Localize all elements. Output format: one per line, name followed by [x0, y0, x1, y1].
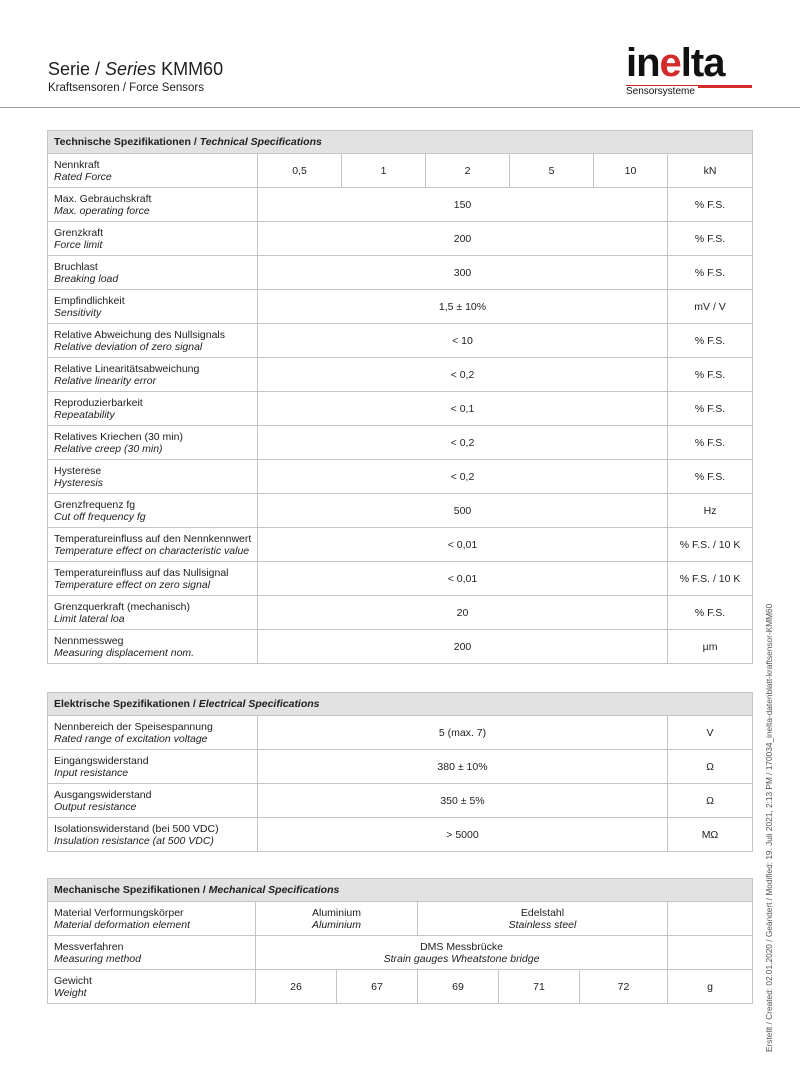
row-unit: % F.S. / 10 K — [668, 562, 753, 596]
table-row — [48, 750, 753, 784]
label-de: Grenzkraft — [54, 226, 104, 239]
page-subtitle: Kraftsensoren / Force Sensors — [48, 82, 204, 94]
label-en: Relative linearity error — [54, 374, 157, 387]
table-row — [48, 562, 753, 596]
row-value: 200 — [258, 222, 668, 256]
label-de: Grenzfrequenz fg — [54, 498, 136, 511]
mechanical-section-title — [48, 879, 753, 902]
label-de: Temperatureinfluss auf das Nullsignal — [54, 566, 229, 579]
table-row — [48, 818, 753, 852]
row-unit: % F.S. — [668, 460, 753, 494]
row-value: 20 — [258, 596, 668, 630]
row-value: < 0,01 — [258, 528, 668, 562]
weight-value: 71 — [499, 970, 580, 1004]
row-label — [48, 630, 258, 664]
row-unit: % F.S. — [668, 256, 753, 290]
section-title-de: Elektrische Spezifikationen / — [54, 698, 199, 710]
row-unit: µm — [668, 630, 753, 664]
label-en: Measuring method — [54, 952, 141, 965]
table-row — [48, 358, 753, 392]
label-de: Eingangswiderstand — [54, 754, 149, 767]
row-label — [48, 936, 256, 970]
rated-force-value: 0,5 — [258, 154, 342, 188]
section-title-de: Mechanische Spezifikationen / — [54, 884, 209, 896]
row-unit: g — [668, 970, 753, 1004]
label-en: Insulation resistance (at 500 VDC) — [54, 834, 214, 847]
label-de: Nennbereich der Speisespannung — [54, 720, 213, 733]
label-de: Relatives Kriechen (30 min) — [54, 430, 183, 443]
weight-value: 26 — [256, 970, 337, 1004]
row-unit: % F.S. — [668, 596, 753, 630]
section-title-en: Technical Specifications — [199, 136, 322, 148]
row-value: 380 ± 10% — [258, 750, 668, 784]
header-divider — [0, 107, 800, 108]
row-label — [48, 154, 258, 188]
rated-force-value: 10 — [594, 154, 668, 188]
rated-force-value: 2 — [426, 154, 510, 188]
row-label — [48, 494, 258, 528]
row-label — [48, 290, 258, 324]
mechanical-spec-table — [47, 878, 753, 1004]
label-en: Input resistance — [54, 766, 129, 779]
row-label — [48, 784, 258, 818]
table-row — [48, 784, 753, 818]
row-unit: % F.S. — [668, 222, 753, 256]
table-row — [48, 494, 753, 528]
table-row — [48, 290, 753, 324]
label-en: Sensitivity — [54, 306, 102, 319]
label-de: Grenzquerkraft (mechanisch) — [54, 600, 190, 613]
section-title-en: Mechanical Specifications — [208, 884, 340, 896]
label-de: Reproduzierbarkeit — [54, 396, 143, 409]
table-row — [48, 222, 753, 256]
row-value: 350 ± 5% — [258, 784, 668, 818]
electrical-spec-table — [47, 692, 753, 852]
row-unit: % F.S. / 10 K — [668, 528, 753, 562]
row-value: < 10 — [258, 324, 668, 358]
row-label — [48, 188, 258, 222]
label-de: Empfindlichkeit — [54, 294, 125, 307]
label-en: Temperature effect on characteristic value — [54, 544, 250, 557]
row-value: 5 (max. 7) — [258, 716, 668, 750]
value-en: Aluminium — [311, 918, 361, 931]
title-prefix: Serie / — [48, 59, 106, 79]
label-en: Force limit — [54, 238, 103, 251]
page-header — [48, 58, 223, 95]
row-value: < 0,01 — [258, 562, 668, 596]
table-row — [48, 188, 753, 222]
label-en: Rated range of excitation voltage — [54, 732, 208, 745]
technical-spec-table — [47, 130, 753, 664]
row-label — [48, 716, 258, 750]
row-unit: kN — [668, 154, 753, 188]
row-unit: mV / V — [668, 290, 753, 324]
table-row — [48, 596, 753, 630]
row-value: < 0,2 — [258, 460, 668, 494]
label-en: Weight — [54, 986, 87, 999]
row-value: 300 — [258, 256, 668, 290]
row-unit: % F.S. — [668, 324, 753, 358]
row-unit: % F.S. — [668, 426, 753, 460]
logo-part-e: e — [659, 41, 681, 85]
label-de: Relative Linearitätsabweichung — [54, 362, 200, 375]
logo-part-b: lta — [680, 41, 725, 85]
label-de: Messverfahren — [54, 940, 124, 953]
label-de: Material Verformungskörper — [54, 906, 184, 919]
value-de: Edelstahl — [520, 906, 565, 919]
label-en: Repeatability — [54, 408, 115, 421]
table-row — [48, 324, 753, 358]
table-row — [48, 256, 753, 290]
row-value: 1,5 ± 10% — [258, 290, 668, 324]
section-title-en: Electrical Specifications — [198, 698, 320, 710]
row-label — [48, 528, 258, 562]
label-de: Relative Abweichung des Nullsignals — [54, 328, 226, 341]
row-unit: Ω — [668, 750, 753, 784]
table-row — [48, 154, 753, 188]
material-option-stainless — [418, 902, 668, 936]
row-value: < 0,2 — [258, 426, 668, 460]
row-unit: % F.S. — [668, 188, 753, 222]
table-row — [48, 426, 753, 460]
label-de: Bruchlast — [54, 260, 98, 273]
weight-value: 69 — [418, 970, 499, 1004]
table-row — [48, 460, 753, 494]
value-de: DMS Messbrücke — [420, 940, 503, 953]
row-label — [48, 818, 258, 852]
page-title — [48, 58, 223, 80]
label-de: Max. Gebrauchskraft — [54, 192, 152, 205]
title-series: Series — [105, 59, 157, 79]
label-en: Relative deviation of zero signal — [54, 340, 203, 353]
logo-wordmark — [626, 40, 724, 86]
label-en: Cut off frequency fg — [54, 510, 146, 523]
value-de: Aluminium — [311, 906, 361, 919]
row-label — [48, 256, 258, 290]
label-en: Hysteresis — [54, 476, 104, 489]
row-value: < 0,1 — [258, 392, 668, 426]
weight-value: 72 — [580, 970, 668, 1004]
technical-section-title — [48, 131, 753, 154]
label-de: Gewicht — [54, 974, 92, 987]
label-en: Output resistance — [54, 800, 137, 813]
label-en: Material deformation element — [54, 918, 190, 931]
row-label — [48, 970, 256, 1004]
row-label — [48, 902, 256, 936]
rated-force-value: 5 — [510, 154, 594, 188]
table-row — [48, 392, 753, 426]
row-value: 150 — [258, 188, 668, 222]
table-row — [48, 902, 753, 936]
rated-force-value: 1 — [342, 154, 426, 188]
row-value: < 0,2 — [258, 358, 668, 392]
label-de: Nennkraft — [54, 158, 100, 171]
row-label — [48, 562, 258, 596]
value-en: Stainless steel — [508, 918, 577, 931]
row-label — [48, 324, 258, 358]
table-row — [48, 936, 753, 970]
row-label — [48, 750, 258, 784]
weight-value: 67 — [337, 970, 418, 1004]
row-value: > 5000 — [258, 818, 668, 852]
value-en: Strain gauges Wheatstone bridge — [383, 952, 540, 965]
row-label — [48, 358, 258, 392]
inelta-logo — [626, 41, 754, 98]
label-en: Measuring displacement nom. — [54, 646, 195, 659]
row-unit: % F.S. — [668, 358, 753, 392]
document-side-note: Erstellt / Created: 02.01.2020 / Geändert / Modified: 19. Juli 2021, 2:13 PM / 170034_inelta-datenblatt-kraftsensor-KMM60 — [764, 603, 774, 1052]
row-label — [48, 392, 258, 426]
label-de: Nennmessweg — [54, 634, 124, 647]
title-model: KMM60 — [156, 59, 224, 79]
logo-part-a: in — [626, 41, 660, 85]
row-unit: V — [668, 716, 753, 750]
label-en: Relative creep (30 min) — [54, 442, 163, 455]
measuring-method-value — [256, 936, 668, 970]
row-unit: Hz — [668, 494, 753, 528]
table-row — [48, 970, 753, 1004]
label-de: Isolationswiderstand (bei 500 VDC) — [54, 822, 219, 835]
label-en: Max. operating force — [54, 204, 150, 217]
table-row — [48, 630, 753, 664]
row-unit — [668, 936, 753, 970]
row-unit — [668, 902, 753, 936]
table-row — [48, 528, 753, 562]
material-option-aluminium — [256, 902, 418, 936]
row-unit: MΩ — [668, 818, 753, 852]
electrical-section-title — [48, 693, 753, 716]
row-value: 500 — [258, 494, 668, 528]
row-label — [48, 426, 258, 460]
label-en: Breaking load — [54, 272, 119, 285]
row-label — [48, 596, 258, 630]
section-title-de: Technische Spezifikationen / — [54, 136, 200, 148]
logo-tagline: Sensorsysteme — [626, 86, 698, 97]
row-label — [48, 222, 258, 256]
table-row — [48, 716, 753, 750]
label-en: Limit lateral loa — [54, 612, 125, 625]
row-unit: Ω — [668, 784, 753, 818]
label-de: Ausgangswiderstand — [54, 788, 152, 801]
row-label — [48, 460, 258, 494]
row-unit: % F.S. — [668, 392, 753, 426]
label-de: Hysterese — [54, 464, 102, 477]
label-de: Temperatureinfluss auf den Nennkennwert — [54, 532, 252, 545]
label-en: Rated Force — [54, 170, 112, 183]
row-value: 200 — [258, 630, 668, 664]
label-en: Temperature effect on zero signal — [54, 578, 211, 591]
